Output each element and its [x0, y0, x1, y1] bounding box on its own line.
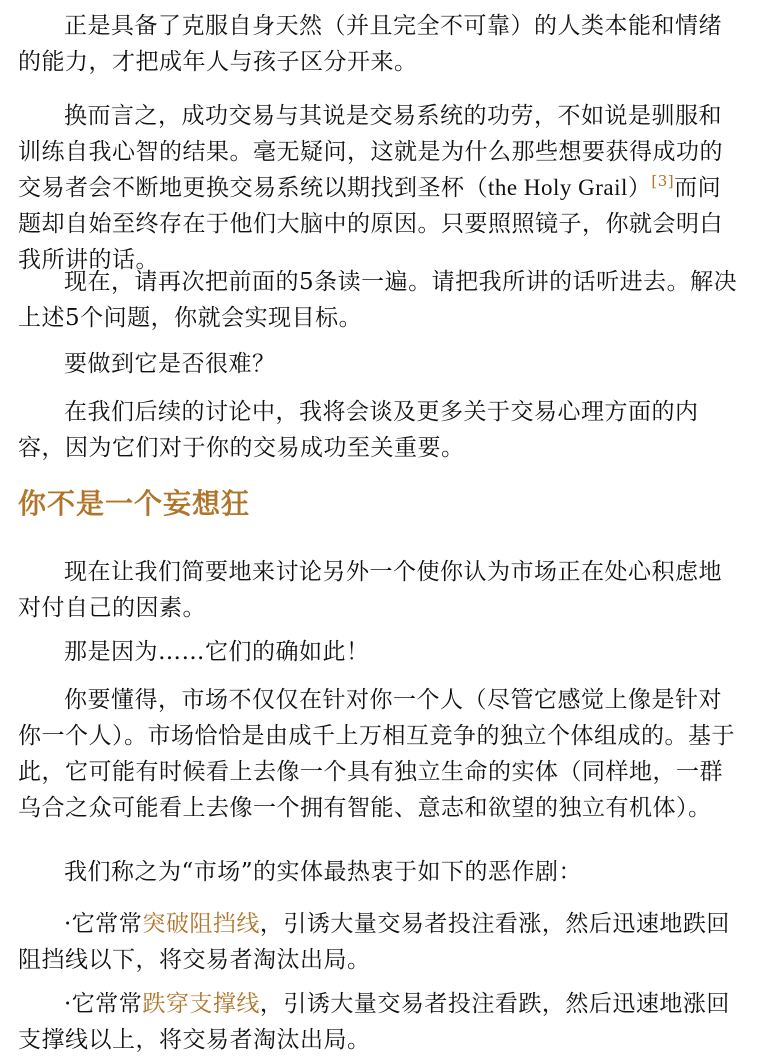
- paragraph-2-text-after: 而问题却自始至终存在于他们大脑中的原因。只要照照镜子，你就会明白我所讲的话。: [18, 175, 723, 273]
- paragraph-2-text-before: 换而言之，成功交易与其说是交易系统的功劳，不如说是驯服和训练自我心智的结果。毫无疑问，这就是为什么那些想要获得成功的交易者会不断地更换交易系统以期找到圣杯（: [18, 103, 723, 201]
- paragraph-4-text: 要做到它是否很难？: [64, 351, 276, 377]
- bullet-item-resistance: [18, 906, 740, 978]
- paragraph-1: [18, 8, 740, 80]
- paragraph-2-close-paren: ）: [627, 175, 652, 201]
- paragraph-9: [18, 854, 740, 890]
- footnote-ref-3[interactable]: [3]: [651, 172, 675, 190]
- term-break-resistance-link[interactable]: 突破阻挡线: [142, 911, 260, 937]
- paragraph-6-text: 现在让我们简要地来讨论另外一个使你认为市场正在处心积虑地对付自己的因素。: [18, 559, 722, 621]
- paragraph-5-text: 在我们后续的讨论中，我将会谈及更多关于交易心理方面的内容，因为它们对于你的交易成功至关重要。: [18, 399, 699, 461]
- bullet-1-prefix: ·它常常: [64, 911, 143, 937]
- section-heading: 你不是一个妄想狂: [18, 487, 251, 520]
- paragraph-6: [18, 554, 740, 626]
- document-page: [18, 0, 740, 1063]
- paragraph-7-text: 那是因为……它们的确如此！: [64, 639, 370, 665]
- paragraph-5: [18, 394, 740, 466]
- paragraph-3-text: 现在，请再次把前面的5条读一遍。请把我所讲的话听进去。解决上述5个问题，你就会实现目标。: [18, 269, 738, 331]
- paragraph-7: [18, 634, 740, 670]
- paragraph-3: [18, 264, 740, 336]
- bullet-1-text: ，引诱大量交易者投注看涨，然后迅速地跌回阻挡线以下，将交易者淘汰出局。: [18, 911, 730, 973]
- term-break-support-link[interactable]: 跌穿支撑线: [142, 991, 260, 1017]
- paragraph-2: [18, 98, 740, 278]
- paragraph-2-latin-term: the Holy Grail: [488, 175, 628, 200]
- paragraph-4: [18, 346, 740, 382]
- bullet-item-support: [18, 986, 740, 1058]
- paragraph-8-text: 你要懂得，市场不仅仅在针对你一个人（尽管它感觉上像是针对你一个人）。市场恰恰是由成千上万相互竞争的独立个体组成的。基于此，它可能有时候看上去像一个具有独立生命的实体（同样地，一群乌合之众可能看上去像一个拥有智能、意志和欲望的独立有机体）。: [18, 687, 735, 821]
- bullet-2-text: ，引诱大量交易者投注看跌，然后迅速地涨回支撑线以上，将交易者淘汰出局。: [18, 991, 730, 1053]
- paragraph-8: [18, 682, 740, 826]
- paragraph-1-text: 正是具备了克服自身天然（并且完全不可靠）的人类本能和情绪的能力，才把成年人与孩子区分开来。: [18, 13, 722, 75]
- paragraph-9-text: 我们称之为“市场”的实体最热衷于如下的恶作剧：: [64, 859, 583, 885]
- bullet-2-prefix: ·它常常: [64, 991, 143, 1017]
